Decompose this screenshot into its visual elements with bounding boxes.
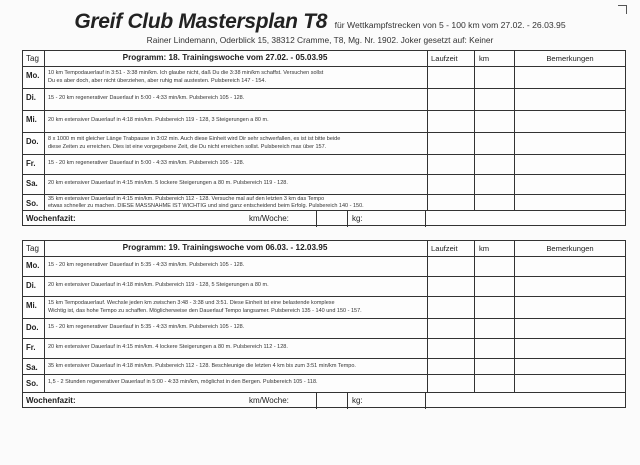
km-woche-field[interactable] <box>316 393 348 409</box>
laufzeit-cell[interactable] <box>427 111 475 132</box>
table-row <box>23 89 625 111</box>
program-line: 1,5 - 2 Stunden regenerativer Dauerlauf in 5:00 - 4:33 min/km, möglichst in den Bergen. Pulsbereich 105 - 118. <box>48 379 318 385</box>
col-bemerkungen-header: Bemerkungen <box>546 54 594 63</box>
col-tag-header: Tag <box>23 241 45 256</box>
km-cell[interactable] <box>475 277 515 296</box>
km-cell[interactable] <box>475 89 515 110</box>
day-label: Di. <box>23 277 45 296</box>
program-line: 20 km extensiver Dauerlauf in 4:15 min/km. 4 lockere Steigerungen a 80 m. Pulsbereich 112 - 128. <box>48 344 288 350</box>
program-text <box>48 363 424 371</box>
table-row <box>23 257 625 277</box>
col-km-header: km <box>475 51 515 66</box>
program-text <box>48 95 424 103</box>
table-row <box>23 111 625 133</box>
week-1-program-title: Programm: 18. Trainingswoche vom 27.02. - 05.03.95 <box>122 53 328 62</box>
table-row <box>23 175 625 195</box>
col-laufzeit-header: Laufzeit <box>427 51 475 66</box>
km-cell[interactable] <box>475 319 515 338</box>
km-cell[interactable] <box>475 257 515 276</box>
day-label: Sa. <box>23 175 45 194</box>
week-2-table <box>22 240 626 408</box>
program-text <box>48 160 424 168</box>
program-line: etwas schneller zu machen. DIESE MASSNAHME IST WICHTIG und sind ganz entscheidend beim Erfolg. Pulsbereich 140 - 150. <box>48 203 364 209</box>
day-label: Mi. <box>23 111 45 132</box>
km-cell[interactable] <box>475 195 515 210</box>
col-laufzeit-header: Laufzeit <box>427 241 475 256</box>
day-label: Do. <box>23 319 45 338</box>
km-woche-field[interactable] <box>316 211 348 227</box>
week-2-program-title: Programm: 19. Trainingswoche vom 06.03. - 12.03.95 <box>122 243 328 252</box>
program-text <box>48 344 424 352</box>
laufzeit-cell[interactable] <box>427 133 475 154</box>
day-label: Mi. <box>23 297 45 318</box>
laufzeit-cell[interactable] <box>427 175 475 194</box>
laufzeit-cell[interactable] <box>427 67 475 88</box>
program-text <box>48 196 424 210</box>
laufzeit-cell[interactable] <box>427 319 475 338</box>
table-row <box>23 67 625 89</box>
laufzeit-cell[interactable] <box>427 195 475 210</box>
program-text <box>48 379 424 387</box>
laufzeit-cell[interactable] <box>427 155 475 174</box>
program-text <box>48 262 424 270</box>
km-cell[interactable] <box>475 375 515 392</box>
author-line: Rainer Lindemann, Oderblick 15, 38312 Cramme, T8, Mg. Nr. 1902. Joker gesetzt auf: Keiner <box>146 35 494 45</box>
km-cell[interactable] <box>475 155 515 174</box>
km-woche-label: km/Woche: <box>249 214 289 223</box>
program-text <box>48 324 424 332</box>
km-woche-label: km/Woche: <box>249 396 289 405</box>
wochenfazit-label: Wochenfazit: <box>26 214 76 223</box>
km-cell[interactable] <box>475 67 515 88</box>
km-cell[interactable] <box>475 133 515 154</box>
day-label: Fr. <box>23 339 45 358</box>
table-row <box>23 155 625 175</box>
program-text <box>48 282 424 290</box>
day-label: Di. <box>23 89 45 110</box>
program-line: Du es aber doch, aber nicht überziehen, aber ruhig mal austesten. Pulsbereich 147 - 154. <box>48 77 266 84</box>
program-line: 20 km extensiver Dauerlauf in 4:18 min/km. Pulsbereich 119 - 128, 5 Steigerungen a 80 m. <box>48 282 269 288</box>
week-1-table <box>22 50 626 226</box>
laufzeit-cell[interactable] <box>427 257 475 276</box>
km-cell[interactable] <box>475 297 515 318</box>
document-title: Greif Club Mastersplan T8 <box>74 10 328 33</box>
table-row <box>23 339 625 359</box>
program-text <box>48 300 424 316</box>
laufzeit-cell[interactable] <box>427 277 475 296</box>
day-label: Do. <box>23 133 45 154</box>
col-bemerkungen-header: Bemerkungen <box>546 244 594 253</box>
week-2-header-row <box>23 241 625 257</box>
table-row <box>23 375 625 393</box>
table-row <box>23 277 625 297</box>
week-1-footer-row <box>23 211 625 227</box>
table-row <box>23 319 625 339</box>
kg-label: kg: <box>352 214 363 223</box>
laufzeit-cell[interactable] <box>427 89 475 110</box>
kg-field[interactable] <box>366 211 426 227</box>
program-line: 15 - 20 km regenerativer Dauerlauf in 5:35 - 4:33 min/km. Pulsbereich 105 - 128. <box>48 262 245 268</box>
document-subtitle: für Wettkampfstrecken von 5 - 100 km vom 27.02. - 26.03.95 <box>334 20 566 30</box>
wochenfazit-label: Wochenfazit: <box>26 396 76 405</box>
laufzeit-cell[interactable] <box>427 297 475 318</box>
program-line: 15 - 20 km regenerativer Dauerlauf in 5:00 - 4:33 min/km. Pulsbereich 105 - 128. <box>48 95 245 101</box>
kg-field[interactable] <box>366 393 426 409</box>
program-line: 15 - 20 km regenerativer Dauerlauf in 5:00 - 4:33 min/km. Pulsbereich 105 - 128. <box>48 160 245 166</box>
day-label: So. <box>23 375 45 392</box>
document-header <box>0 10 640 34</box>
program-line: 20 km extensiver Dauerlauf in 4:18 min/km. Pulsbereich 119 - 128, 3 Steigerungen a 80 m. <box>48 117 269 123</box>
program-line: 35 km extensiver Dauerlauf in 4:18 min/km. Pulsbereich 112 - 128. Beschleunige die letzten 4 km bis zum 3:51 min/km Tempo. <box>48 363 356 369</box>
program-line: 35 km extensiver Dauerlauf in 4:15 min/km. Pulsbereich 112 - 128. Versuche mal auf den letzten 3 km das Tempo <box>48 196 325 202</box>
col-tag-header: Tag <box>23 51 45 66</box>
table-row <box>23 133 625 155</box>
program-line: Wichtig ist, das hohe Tempo zu schaffen. Möglicherweise den Dauerlauf Tempo langsamer. Pulsbereich 135 - 140 und 150 - 157. <box>48 307 362 314</box>
program-line: 10 km Tempodauerlauf in 3:51 - 3:38 min/km. Ich glaube nicht, daß Du die 3:38 min/km schaffst. Versuchen sollst <box>48 70 324 76</box>
program-text <box>48 117 424 125</box>
km-cell[interactable] <box>475 339 515 358</box>
table-row <box>23 195 625 211</box>
day-label: Mo. <box>23 257 45 276</box>
col-km-header: km <box>475 241 515 256</box>
day-label: Mo. <box>23 67 45 88</box>
km-cell[interactable] <box>475 359 515 374</box>
laufzeit-cell[interactable] <box>427 375 475 392</box>
table-row <box>23 297 625 319</box>
program-line: 20 km extensiver Dauerlauf in 4:15 min/km. 5 lockere Steigerungen a 80 m. Pulsbereich 119 - 128. <box>48 180 288 186</box>
laufzeit-cell[interactable] <box>427 359 475 374</box>
day-label: Sa. <box>23 359 45 374</box>
week-2-footer-row <box>23 393 625 409</box>
week-1-header-row <box>23 51 625 67</box>
day-label: Fr. <box>23 155 45 174</box>
program-text <box>48 70 424 86</box>
day-label: So. <box>23 195 45 210</box>
table-row <box>23 359 625 375</box>
laufzeit-cell[interactable] <box>427 339 475 358</box>
program-line: diese Zeiten zu erreichen. Dies ist eine vorgegebene Zeit, die Du nicht erreichen sollst. Pulsbereich max über 157. <box>48 143 327 150</box>
kg-label: kg: <box>352 396 363 405</box>
program-line: 8 x 1000 m mit gleicher Länge Trabpause in 3:02 min. Auch diese Einheit wird Dir sehr schwerfallen, es ist ist bitte beide <box>48 136 341 142</box>
scan-corner-mark <box>618 5 627 14</box>
program-text <box>48 180 424 188</box>
program-line: 15 km Tempodauerlauf. Wechsle jeden km zwischen 3:48 - 3:38 und 3:51. Diese Einheit ist eine belastende komplexe <box>48 300 335 306</box>
program-line: 15 - 20 km regenerativer Dauerlauf in 5:35 - 4:33 min/km. Pulsbereich 105 - 128. <box>48 324 245 330</box>
km-cell[interactable] <box>475 111 515 132</box>
program-text <box>48 136 424 152</box>
km-cell[interactable] <box>475 175 515 194</box>
